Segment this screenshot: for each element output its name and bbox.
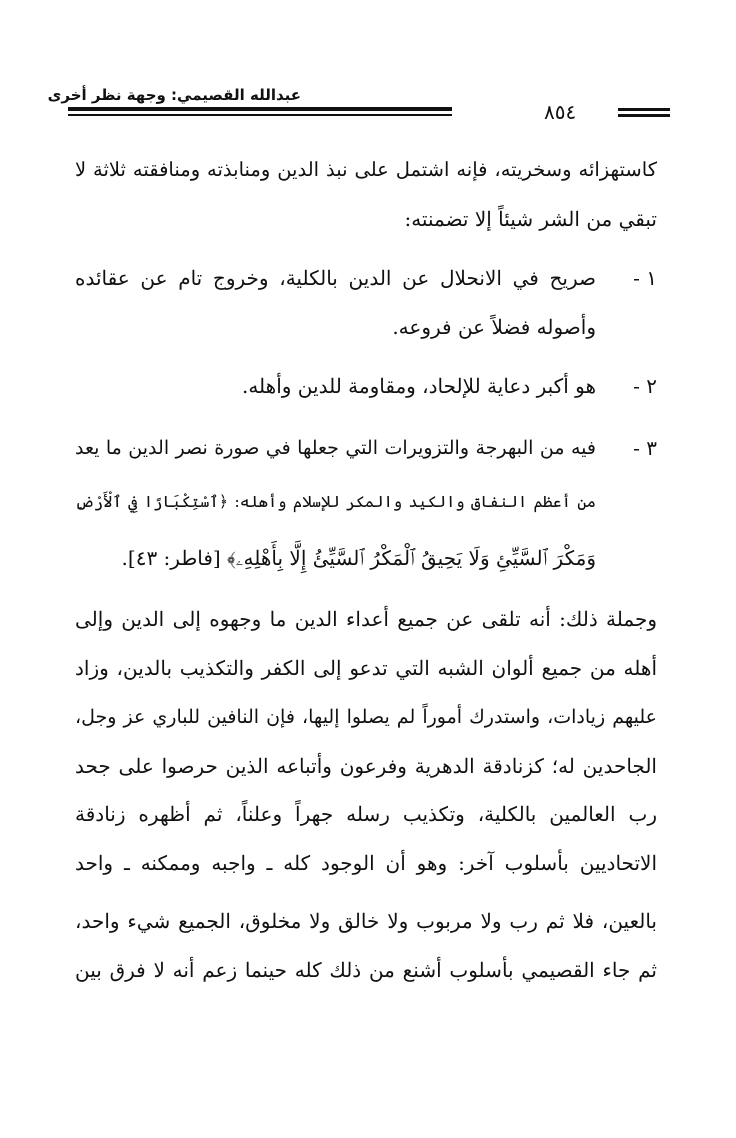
list-item-text: صريح في الانحلال عن الدين بالكلية، وخروج تام عن عقائده	[75, 266, 596, 290]
page-number: ٨٥٤	[544, 100, 577, 124]
list-item-number: ١ -	[633, 266, 657, 290]
text-line: عليهم زيادات، واستدرك أموراً لم يصلوا إليها، فإن النافين للباري عز وجل،	[75, 706, 657, 728]
page-number-rule-1	[618, 108, 670, 111]
text-line: وجملة ذلك: أنه تلقى عن جميع أعداء الدين ما وجهوه إلى الدين وإلى	[75, 607, 657, 631]
list-item-text: وأصوله فضلاً عن فروعه.	[392, 315, 596, 339]
text-line: أهله من جميع ألوان الشبه التي تدعو إلى الكفر والتكذيب بالدين، وزاد	[75, 656, 657, 680]
text-line: الجاحدين له؛ كزنادقة الدهرية وفرعون وأتباعه الذين حرصوا على جحد	[75, 754, 657, 778]
text-line: رب العالمين بالكلية، وتكذيب رسله جهراً وعلناً، ثم أظهره زنادقة	[75, 802, 657, 826]
quran-verse-line: من أعظم النفاق والكيد والمكر للإسلام وأهله: ﴿ٱسْتِكْبَارًا فِي ٱلْأَرْضِ	[75, 492, 596, 511]
list-item-number: ٣ -	[633, 436, 657, 460]
list-item-text: فيه من البهرجة والتزويرات التي جعلها في صورة نصر الدين ما يعد	[75, 437, 596, 459]
page-number-rule-2	[618, 114, 670, 117]
text-line: تبقي من الشر شيئاً إلا تضمنته:	[404, 207, 657, 231]
quran-verse-line: وَمَكْرَ ٱلسَّيِّئِ وَلَا يَحِيقُ ٱلْمَكْرُ ٱلسَّيِّئُ إِلَّا بِأَهْلِهِۦ﴾ [فاطر: ٤٣].	[121, 546, 596, 570]
header-rule-thick	[68, 107, 452, 111]
list-item-text: هو أكبر دعاية للإلحاد، ومقاومة للدين وأهله.	[241, 374, 596, 398]
header-rule-thin	[68, 114, 452, 116]
text-line: ثم جاء القصيمي بأسلوب أشنع من ذلك كله حينما زعم أنه لا فرق بين	[75, 958, 657, 982]
text-line: بالعين، فلا ثم رب ولا مربوب ولا خالق ولا مخلوق، الجميع شيء واحد،	[75, 909, 657, 933]
text-line: الاتحاديين بأسلوب آخر: وهو أن الوجود كله ـ واجبه وممكنه ـ واحد	[75, 851, 657, 875]
list-item-number: ٢ -	[633, 374, 657, 398]
text-line: كاستهزائه وسخريته، فإنه اشتمل على نبذ الدين ومنابذته ومنافقته ثلاثة لا	[75, 158, 657, 181]
running-header-title: عبدالله القصيمي: وجهة نظر أخرى	[47, 86, 301, 104]
